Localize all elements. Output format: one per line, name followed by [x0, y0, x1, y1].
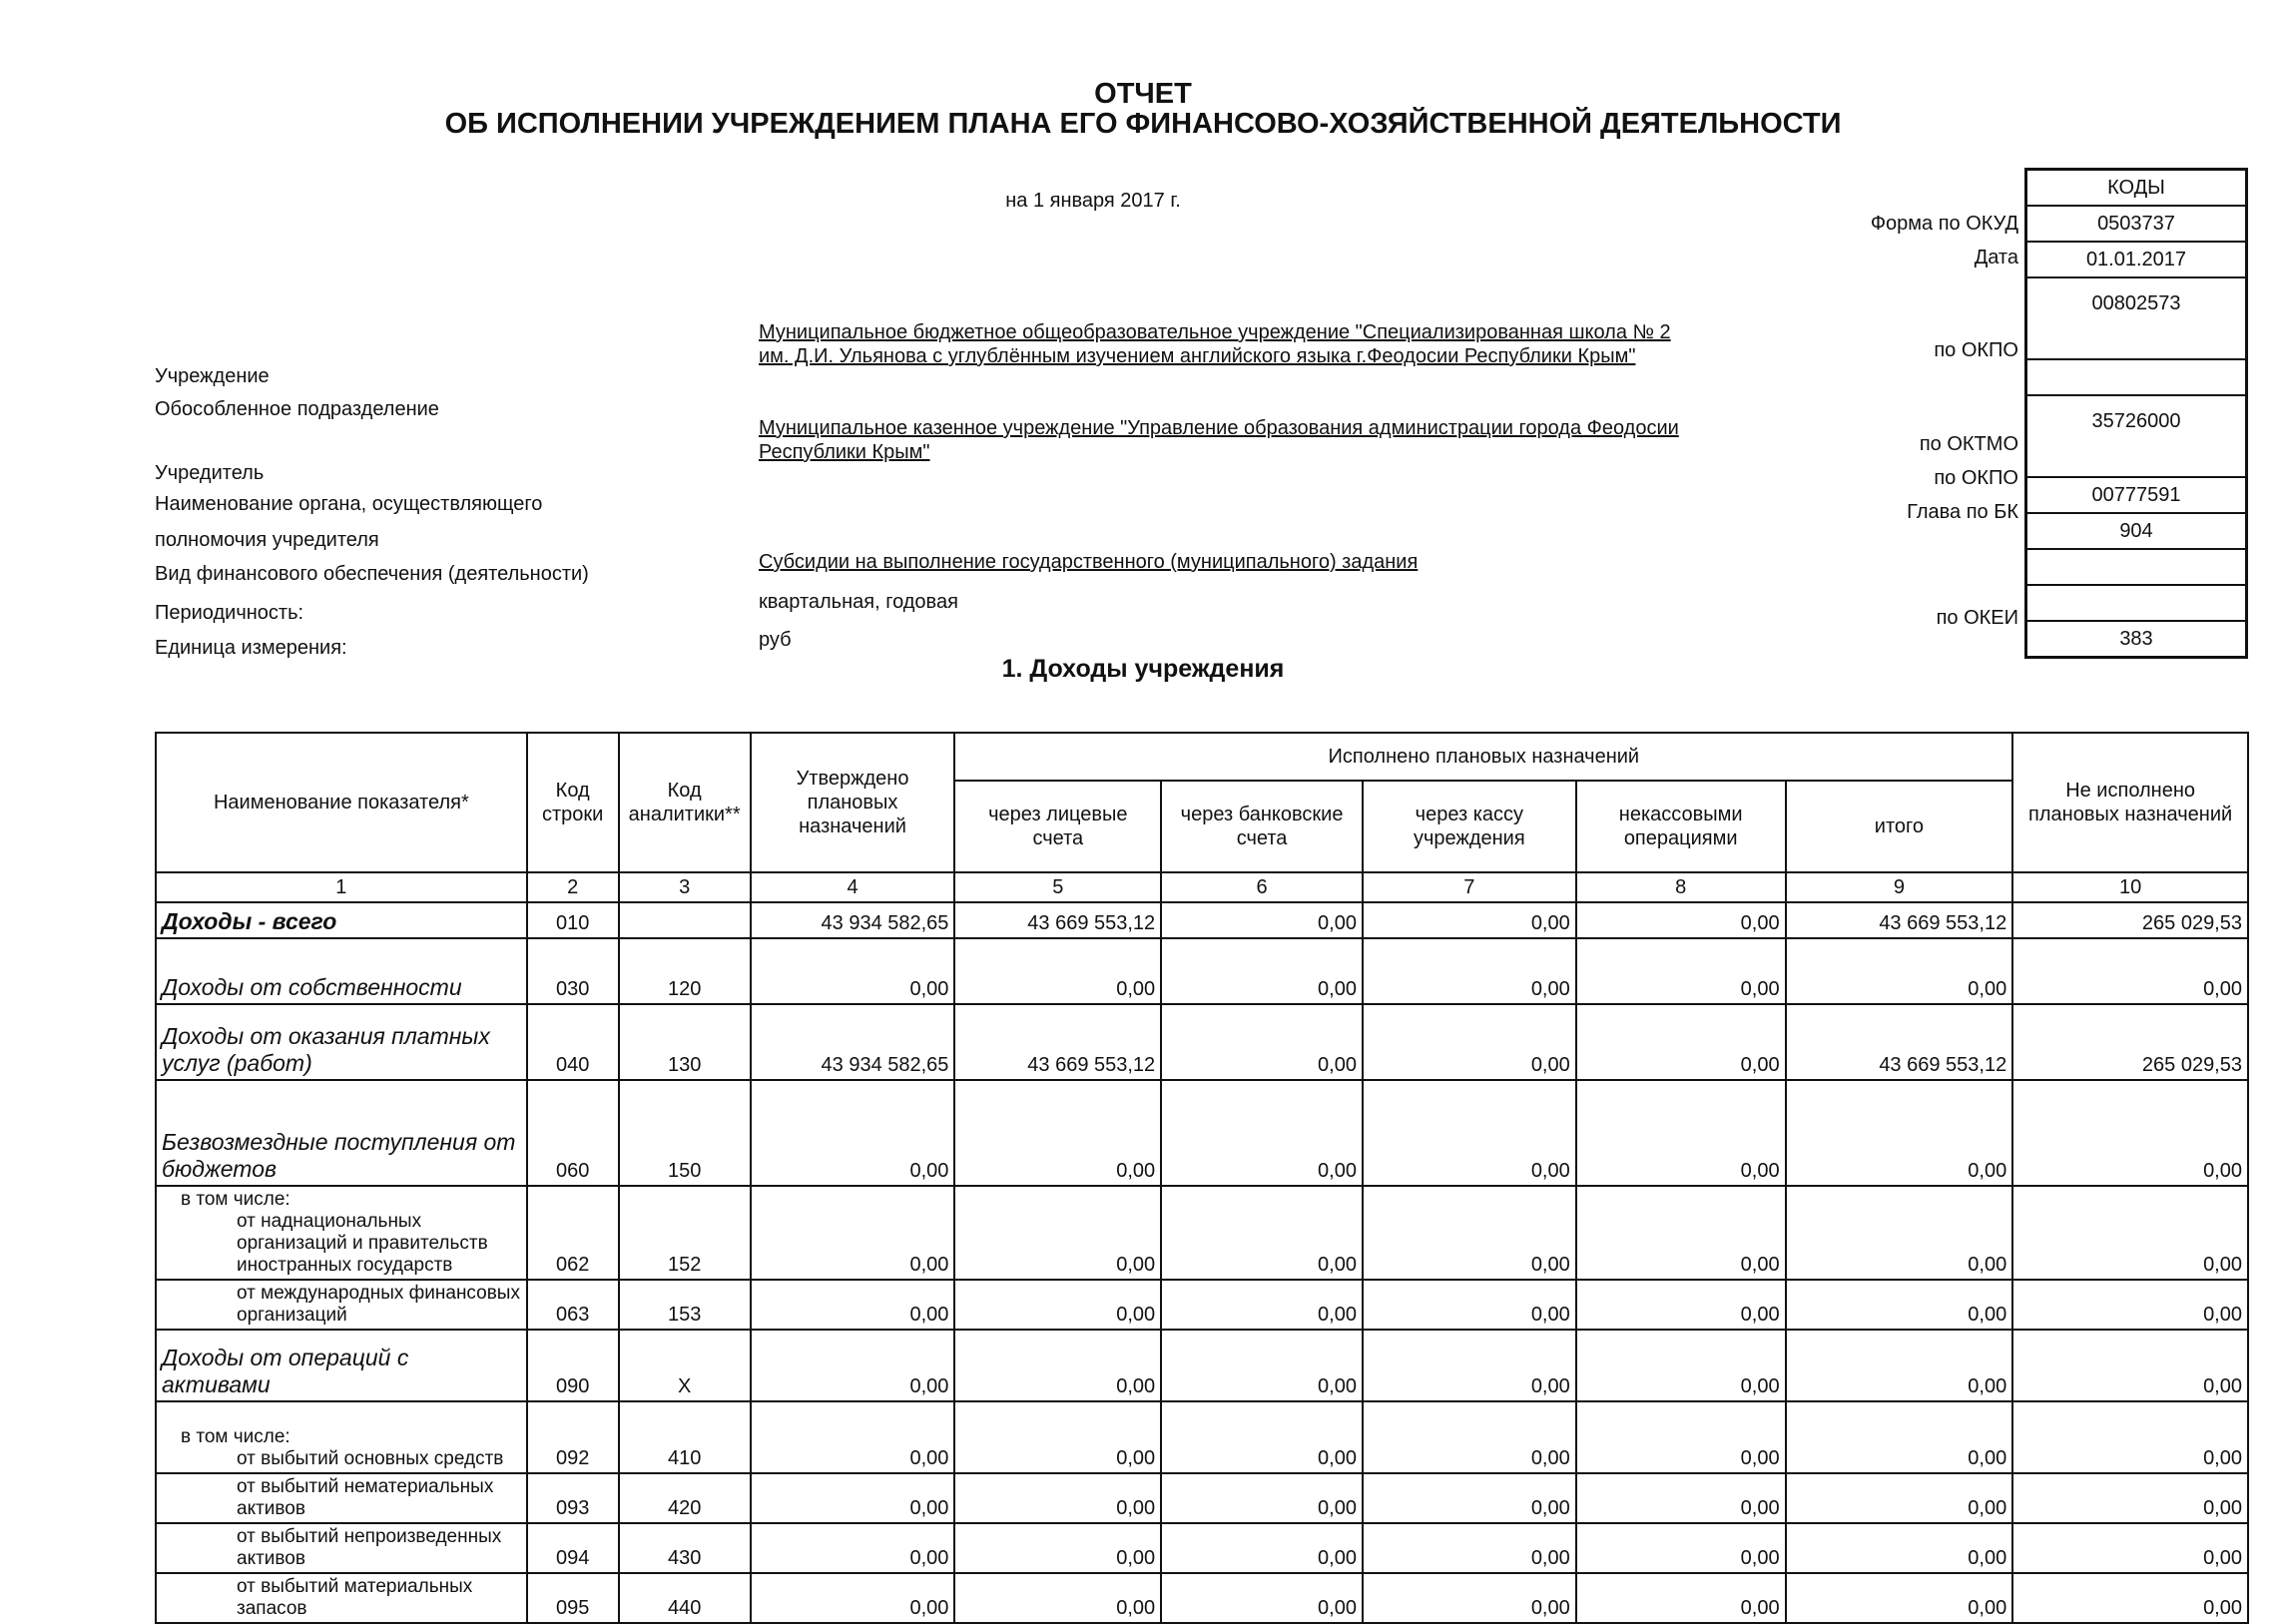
row-analytics: 120 — [619, 938, 751, 1004]
row-unexecuted: 0,00 — [2012, 1080, 2248, 1186]
row-bank: 0,00 — [1161, 902, 1363, 938]
row-cash: 0,00 — [1363, 1473, 1576, 1523]
oktmo-label: по ОКТМО — [1919, 433, 2018, 455]
row-total: 0,00 — [1786, 1280, 2013, 1330]
row-cash: 0,00 — [1363, 1186, 1576, 1280]
section-title: 1. Доходы учреждения — [1001, 655, 1285, 683]
row-unexecuted: 0,00 — [2012, 938, 2248, 1004]
okud-label: Форма по ОКУД — [1870, 213, 2018, 235]
row-noncash: 0,00 — [1576, 1280, 1786, 1330]
okpo-value: 00802573 — [2027, 278, 2245, 360]
row-approved: 0,00 — [751, 1330, 955, 1401]
row-total: 0,00 — [1786, 938, 2013, 1004]
row-personal: 0,00 — [954, 1186, 1161, 1280]
row-bank: 0,00 — [1161, 1523, 1363, 1573]
row-total: 0,00 — [1786, 1473, 2013, 1523]
bk-label: Глава по БК — [1907, 501, 2018, 523]
row-prefix: в том числе: — [181, 1189, 290, 1210]
col-name-header: Наименование показателя* — [156, 733, 527, 872]
label-finance-type: Вид финансового обеспечения (деятельности) — [155, 563, 589, 585]
codes-header: КОДЫ — [2027, 171, 2245, 207]
col-number: 9 — [1786, 872, 2013, 902]
table-row — [156, 1186, 2248, 1280]
row-analytics: 410 — [619, 1401, 751, 1473]
codes-box — [2024, 168, 2248, 659]
row-personal: 0,00 — [954, 1523, 1161, 1573]
row-cash: 0,00 — [1363, 1280, 1576, 1330]
okpo2-label: по ОКПО — [1934, 467, 2018, 489]
row-noncash: 0,00 — [1576, 1330, 1786, 1401]
row-personal: 0,00 — [954, 938, 1161, 1004]
row-noncash: 0,00 — [1576, 1573, 1786, 1623]
okud-value: 0503737 — [2027, 207, 2245, 243]
row-name — [156, 1280, 527, 1330]
table-row — [156, 938, 2248, 1004]
row-personal: 0,00 — [954, 1573, 1161, 1623]
row-cash: 0,00 — [1363, 1004, 1576, 1080]
row-approved: 0,00 — [751, 1080, 955, 1186]
row-label: Доходы - всего — [162, 908, 337, 934]
row-code: 030 — [527, 938, 619, 1004]
row-label: от выбытий основных средств — [237, 1448, 504, 1469]
table-row — [156, 1401, 2248, 1473]
row-noncash: 0,00 — [1576, 1080, 1786, 1186]
row-approved: 0,00 — [751, 1186, 955, 1280]
col-number: 6 — [1161, 872, 1363, 902]
col-number: 2 — [527, 872, 619, 902]
row-prefix: в том числе: — [181, 1426, 290, 1447]
row-code: 093 — [527, 1473, 619, 1523]
row-name — [156, 1401, 527, 1473]
row-bank: 0,00 — [1161, 1280, 1363, 1330]
row-noncash: 0,00 — [1576, 1523, 1786, 1573]
row-analytics: 440 — [619, 1573, 751, 1623]
row-bank: 0,00 — [1161, 1080, 1363, 1186]
row-bank: 0,00 — [1161, 1473, 1363, 1523]
col-number: 1 — [156, 872, 527, 902]
row-personal: 0,00 — [954, 1473, 1161, 1523]
col-number: 3 — [619, 872, 751, 902]
row-total: 43 669 553,12 — [1786, 1004, 2013, 1080]
row-total: 0,00 — [1786, 1401, 2013, 1473]
row-unexecuted: 0,00 — [2012, 1523, 2248, 1573]
row-code: 040 — [527, 1004, 619, 1080]
table-row — [156, 1004, 2248, 1080]
col-executed-header: Исполнено плановых назначений — [954, 733, 2012, 781]
report-title: ОТЧЕТ — [1094, 78, 1192, 110]
okpo-label: по ОКПО — [1934, 339, 2018, 361]
row-code: 063 — [527, 1280, 619, 1330]
unit-value: руб — [759, 629, 792, 651]
row-name — [156, 1473, 527, 1523]
row-cash: 0,00 — [1363, 1401, 1576, 1473]
row-bank: 0,00 — [1161, 1004, 1363, 1080]
row-analytics: 153 — [619, 1280, 751, 1330]
row-name — [156, 1330, 527, 1401]
row-cash: 0,00 — [1363, 1573, 1576, 1623]
row-code: 062 — [527, 1186, 619, 1280]
row-code: 094 — [527, 1523, 619, 1573]
row-noncash: 0,00 — [1576, 902, 1786, 938]
row-bank: 0,00 — [1161, 1330, 1363, 1401]
col-cash-header: через кассу учреждения — [1363, 781, 1576, 872]
row-noncash: 0,00 — [1576, 1401, 1786, 1473]
row-code: 092 — [527, 1401, 619, 1473]
row-label: Безвозмездные поступления от бюджетов — [162, 1129, 516, 1182]
row-name — [156, 1573, 527, 1623]
row-cash: 0,00 — [1363, 1080, 1576, 1186]
row-name — [156, 1523, 527, 1573]
finance-type-value: Субсидии на выполнение государственного (муниципального) задания — [759, 551, 1419, 573]
col-bank-header: через банковские счета — [1161, 781, 1363, 872]
periodicity-value: квартальная, годовая — [759, 591, 958, 613]
organ-name-2: Республики Крым" — [759, 441, 930, 463]
row-bank: 0,00 — [1161, 1401, 1363, 1473]
row-noncash: 0,00 — [1576, 1186, 1786, 1280]
row-total: 0,00 — [1786, 1330, 2013, 1401]
col-approved-header: Утверждено плановых назначений — [751, 733, 955, 872]
row-cash: 0,00 — [1363, 938, 1576, 1004]
row-unexecuted: 0,00 — [2012, 1473, 2248, 1523]
col-analytics-header: Код аналитики** — [619, 733, 751, 872]
row-name — [156, 1080, 527, 1186]
table-row — [156, 1330, 2248, 1401]
row-unexecuted: 0,00 — [2012, 1573, 2248, 1623]
row-label: от выбытий материальных запасов — [237, 1576, 473, 1619]
row-total: 0,00 — [1786, 1080, 2013, 1186]
row-name — [156, 1004, 527, 1080]
row-label: от выбытий непроизведенных активов — [237, 1526, 502, 1569]
label-division: Обособленное подразделение — [155, 398, 439, 420]
row-unexecuted: 0,00 — [2012, 1401, 2248, 1473]
row-analytics: 152 — [619, 1186, 751, 1280]
row-personal: 0,00 — [954, 1080, 1161, 1186]
row-name — [156, 902, 527, 938]
okpo2-value: 00777591 — [2027, 478, 2245, 514]
row-approved: 0,00 — [751, 1573, 955, 1623]
report-subtitle: ОБ ИСПОЛНЕНИИ УЧРЕЖДЕНИЕМ ПЛАНА ЕГО ФИНАНСОВО-ХОЗЯЙСТВЕННОЙ ДЕЯТЕЛЬНОСТИ — [444, 108, 1842, 140]
row-cash: 0,00 — [1363, 1523, 1576, 1573]
date-label: Дата — [1974, 247, 2018, 269]
row-personal: 0,00 — [954, 1401, 1161, 1473]
row-bank: 0,00 — [1161, 1573, 1363, 1623]
label-founder: Учредитель — [155, 462, 265, 484]
row-code: 060 — [527, 1080, 619, 1186]
row-bank: 0,00 — [1161, 1186, 1363, 1280]
table-row — [156, 1080, 2248, 1186]
row-noncash: 0,00 — [1576, 938, 1786, 1004]
okei-label: по ОКЕИ — [1936, 607, 2018, 629]
row-unexecuted: 265 029,53 — [2012, 902, 2248, 938]
row-label: от наднациональных организаций и правительств иностранных государств — [237, 1211, 488, 1276]
label-organ-2: полномочия учредителя — [155, 529, 379, 551]
row-label: от международных финансовых организаций — [237, 1283, 520, 1326]
label-organ-1: Наименование органа, осуществляющего — [155, 493, 543, 515]
row-unexecuted: 265 029,53 — [2012, 1004, 2248, 1080]
row-code: 095 — [527, 1573, 619, 1623]
row-approved: 0,00 — [751, 1523, 955, 1573]
col-number: 7 — [1363, 872, 1576, 902]
empty-code-cell — [2027, 360, 2245, 396]
col-number: 8 — [1576, 872, 1786, 902]
table-row — [156, 1280, 2248, 1330]
table-row — [156, 1473, 2248, 1523]
row-label: Доходы от операций с активами — [162, 1345, 409, 1397]
col-number: 10 — [2012, 872, 2248, 902]
row-total: 0,00 — [1786, 1186, 2013, 1280]
row-analytics: Х — [619, 1330, 751, 1401]
row-approved: 0,00 — [751, 1280, 955, 1330]
row-unexecuted: 0,00 — [2012, 1330, 2248, 1401]
row-approved: 43 934 582,65 — [751, 902, 955, 938]
row-unexecuted: 0,00 — [2012, 1186, 2248, 1280]
label-periodicity: Периодичность: — [155, 602, 304, 624]
okei-value: 383 — [2119, 628, 2153, 650]
income-table — [155, 732, 2249, 1624]
row-personal: 43 669 553,12 — [954, 902, 1161, 938]
row-approved: 43 934 582,65 — [751, 1004, 955, 1080]
date-value: 01.01.2017 — [2027, 243, 2245, 278]
row-bank: 0,00 — [1161, 938, 1363, 1004]
row-approved: 0,00 — [751, 1401, 955, 1473]
row-personal: 0,00 — [954, 1330, 1161, 1401]
row-label: Доходы от оказания платных услуг (работ) — [162, 1023, 490, 1076]
row-code: 090 — [527, 1330, 619, 1401]
empty-code-cell — [2027, 586, 2245, 622]
row-unexecuted: 0,00 — [2012, 1280, 2248, 1330]
row-cash: 0,00 — [1363, 902, 1576, 938]
oktmo-value: 35726000 — [2027, 396, 2245, 478]
institution-name-1: Муниципальное бюджетное общеобразовательное учреждение "Специализированная школа № 2 — [759, 321, 1671, 343]
organ-name-1: Муниципальное казенное учреждение "Управление образования администрации города Феодосии — [759, 417, 1679, 439]
col-noncash-header: некассовыми операциями — [1576, 781, 1786, 872]
row-analytics: 430 — [619, 1523, 751, 1573]
table-row — [156, 1523, 2248, 1573]
report-date: на 1 января 2017 г. — [1005, 190, 1181, 212]
row-approved: 0,00 — [751, 938, 955, 1004]
row-analytics: 130 — [619, 1004, 751, 1080]
row-cash: 0,00 — [1363, 1330, 1576, 1401]
row-name — [156, 938, 527, 1004]
institution-name-2: им. Д.И. Ульянова с углублённым изучением английского языка г.Феодосии Республики Крым" — [759, 345, 1636, 367]
row-label: от выбытий нематериальных активов — [237, 1476, 494, 1519]
row-personal: 0,00 — [954, 1280, 1161, 1330]
col-number: 5 — [954, 872, 1161, 902]
row-analytics — [619, 902, 751, 938]
label-unit: Единица измерения: — [155, 637, 347, 659]
row-analytics: 420 — [619, 1473, 751, 1523]
row-code: 010 — [527, 902, 619, 938]
col-number: 4 — [751, 872, 955, 902]
row-total: 0,00 — [1786, 1523, 2013, 1573]
col-unexecuted-header: Не исполнено плановых назначений — [2012, 733, 2248, 872]
empty-code-cell — [2027, 550, 2245, 586]
row-approved: 0,00 — [751, 1473, 955, 1523]
col-code-header: Код строки — [527, 733, 619, 872]
table-row — [156, 902, 2248, 938]
row-total: 0,00 — [1786, 1573, 2013, 1623]
row-total: 43 669 553,12 — [1786, 902, 2013, 938]
row-personal: 43 669 553,12 — [954, 1004, 1161, 1080]
row-noncash: 0,00 — [1576, 1473, 1786, 1523]
row-noncash: 0,00 — [1576, 1004, 1786, 1080]
col-personal-header: через лицевые счета — [954, 781, 1161, 872]
table-row — [156, 1573, 2248, 1623]
col-total-header: итого — [1786, 781, 2013, 872]
row-label: Доходы от собственности — [162, 974, 462, 1000]
label-institution: Учреждение — [155, 365, 270, 387]
row-name — [156, 1186, 527, 1280]
row-analytics: 150 — [619, 1080, 751, 1186]
bk-value: 904 — [2027, 514, 2245, 550]
